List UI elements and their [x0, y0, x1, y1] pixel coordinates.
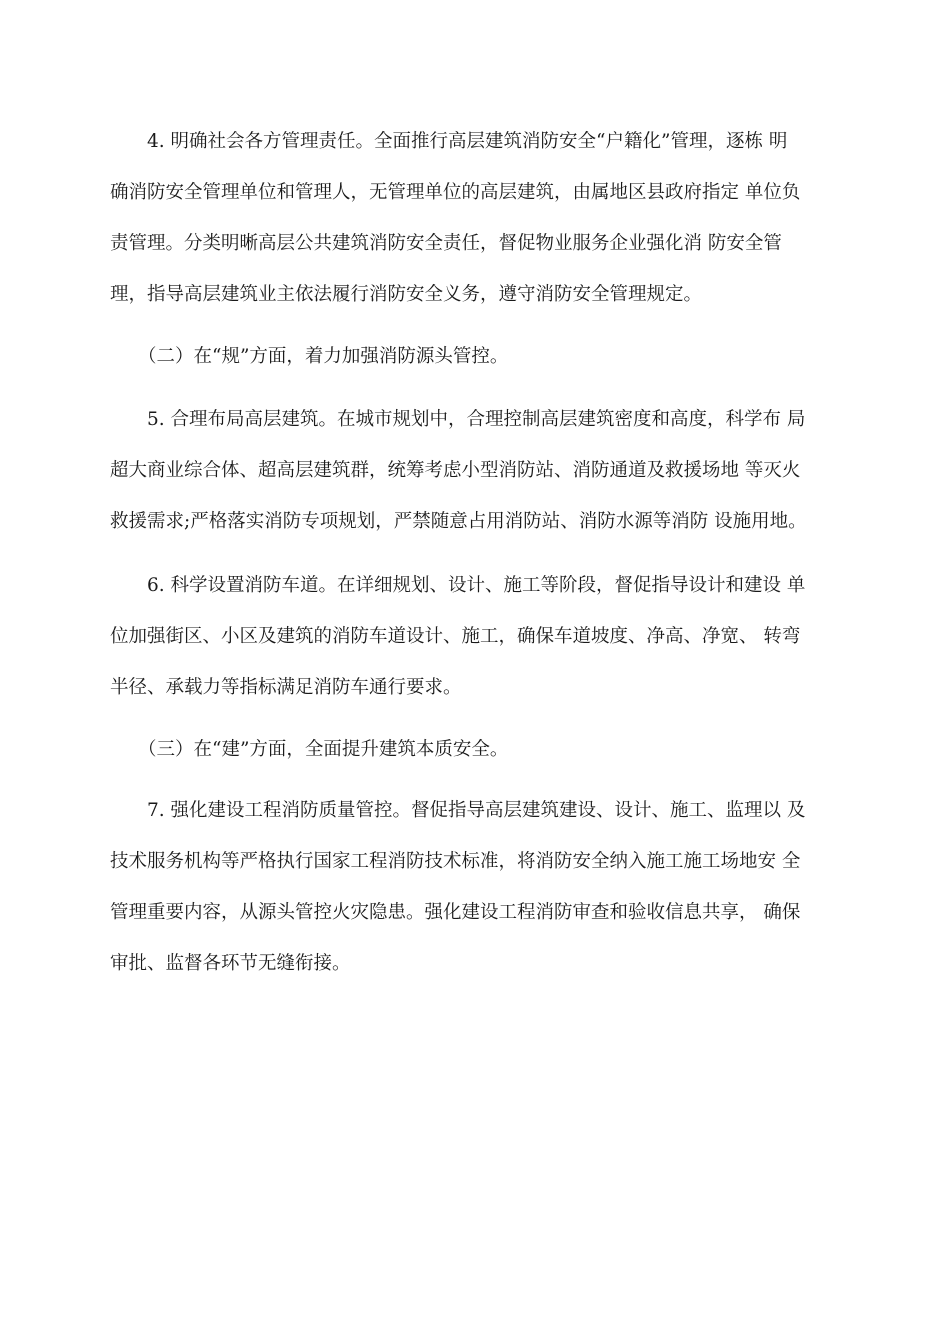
- paragraph-line: 位加强街区、小区及建筑的消防车道设计、施工，确保车道坡度、净高、净宽、 转弯: [110, 626, 801, 647]
- paragraph-line: 审批、监督各环节无缝衔接。: [110, 953, 351, 974]
- paragraph-line: 5. 合理布局高层建筑。在城市规划中，合理控制高层建筑密度和高度，科学布 局: [147, 409, 806, 430]
- paragraph-line: 责管理。分类明晰高层公共建筑消防安全责任，督促物业服务企业强化消 防安全管: [110, 233, 782, 254]
- paragraph-6: [110, 574, 840, 700]
- paragraph-7: [110, 799, 840, 976]
- section-heading-text: （二）在“规”方面，着力加强消防源头管控。: [138, 346, 509, 367]
- paragraph-line: 确消防安全管理单位和管理人，无管理单位的高层建筑，由属地区县政府指定 单位负: [110, 182, 801, 203]
- paragraph-line: 6. 科学设置消防车道。在详细规划、设计、施工等阶段，督促指导设计和建设 单: [147, 575, 806, 596]
- paragraph-line: 管理重要内容，从源头管控火灾隐患。强化建设工程消防审查和验收信息共享， 确保: [110, 902, 801, 923]
- paragraph-line: 理，指导高层建筑业主依法履行消防安全义务，遵守消防安全管理规定。: [110, 284, 703, 305]
- section-heading-text: （三）在“建”方面，全面提升建筑本质安全。: [138, 739, 509, 760]
- paragraph-line: 技术服务机构等严格执行国家工程消防技术标准，将消防安全纳入施工施工场地安 全: [110, 851, 801, 872]
- paragraph-5: [110, 408, 840, 534]
- paragraph-line: 7. 强化建设工程消防质量管控。督促指导高层建筑建设、设计、施工、监理以 及: [147, 800, 806, 821]
- paragraph-line: 4. 明确社会各方管理责任。全面推行高层建筑消防安全“户籍化”管理，逐栋 明: [147, 131, 788, 152]
- section-heading-2: [110, 345, 840, 369]
- paragraph-line: 超大商业综合体、超高层建筑群，统筹考虑小型消防站、消防通道及救援场地 等灭火: [110, 460, 801, 481]
- paragraph-line: 半径、承载力等指标满足消防车通行要求。: [110, 677, 462, 698]
- section-heading-3: [110, 738, 840, 762]
- paragraph-line: 救援需求;严格落实消防专项规划，严禁随意占用消防站、消防水源等消防 设施用地。: [110, 511, 807, 532]
- paragraph-4: [110, 130, 840, 307]
